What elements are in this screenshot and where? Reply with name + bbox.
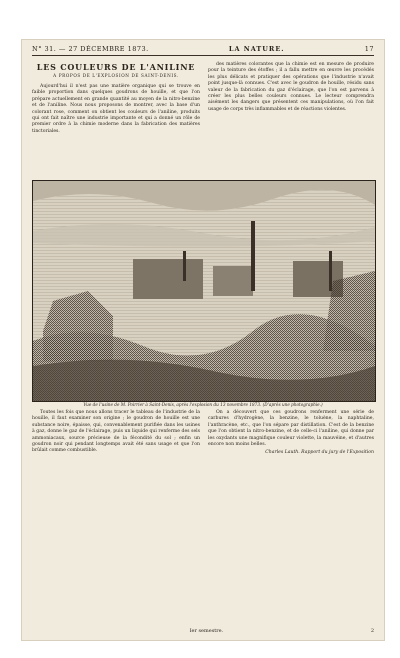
text-column-right-bottom — [208, 410, 374, 457]
article-title: LES COULEURS DE L'ANILINE — [36, 62, 196, 72]
magazine-title: LA NATURE. — [228, 45, 285, 53]
article-author: Charles Lauth. Rapport du jury de l'Exposition — [265, 450, 374, 456]
paragraph: des matières colorantes que la chimie est en mesure de produire pour la teinture des étoffes ; il a fallu mettre en œuvre les procédés les plus délicats et pratiquer des opérations que l'industrie n'avait point jusque-là connues. C'est avec le goudron de houille, résidu sans valeur de la fabrication du gaz d'éclairage, que l'on est parvenu à créer les plus belles couleurs connues. Le lecteur comprendra aisément les dangers que présentent ces manipulations, où l'on fait usage de corps très inflammables et de réactions violentes. — [208, 62, 374, 112]
article-subtitle: A PROPOS DE L'EXPLOSION DE SAINT-DENIS. — [53, 73, 179, 78]
page-footer — [32, 626, 374, 636]
signature-mark: 2 — [370, 628, 374, 634]
text-column-left-top — [32, 84, 200, 135]
text-column-left-bottom — [32, 410, 200, 455]
semester-label: Ier semestre. — [189, 628, 224, 634]
engraving-illustration — [33, 181, 375, 401]
paragraph: Aujourd'hui il n'est pas une matière organique qui se trouve en faible proportion dans quelques goudrons de houille, et que l'on prépare actuellement en grande quantité au moyen de la nitro-benzine et de l'aniline. Nous nous proposons de montrer, avec la base d'un colorant rose, comment on obtient les couleurs de l'aniline, produits qui ont fait naître une industrie importante et qui a donné un rôle de premier ordre à la chimie moderne dans la fabrication des matières tinctoriales. — [32, 84, 200, 134]
paragraph: Toutes les fois que nous allons tracer le tableau de l'industrie de la houille, il faut examiner son origine ; le goudron de houille est une substance noire, épaisse, qui, convenablement purifiée dans les usines à gaz, donne le gaz de l'éclairage, puis un liquide qui renferme des sels ammoniacaux, source précieuse de la fécondité du sol ; enfin un goudron noir qui pendant longtemps avait été sans usage et que l'on brûlait comme combustible. — [32, 410, 200, 454]
factory-engraving — [32, 180, 376, 402]
figure-caption: Vue de l'usine de M. Poirrier à Saint-Denis, après l'explosion du 13 novembre 1873. (D'après une photographie.) — [83, 402, 323, 407]
page-number: 17 — [364, 45, 374, 53]
document-page — [22, 40, 384, 640]
page-header — [32, 43, 374, 56]
paragraph: On a découvert que ces goudrons renferment une série de carbures d'hydrogène, la benzine, le toluène, la naphtaline, l'anthracène, etc., que l'on sépare par distillation. C'est de la benzine que l'on obtient la nitro-benzine, et de celle-ci l'aniline, qui donne par les oxydants une magnifique couleur violette, la mauvéine, et d'autres encore non moins belles. — [208, 410, 374, 448]
text-column-right-top — [208, 62, 374, 113]
issue-date: N° 31. — 27 DÉCEMBRE 1873. — [32, 45, 149, 53]
